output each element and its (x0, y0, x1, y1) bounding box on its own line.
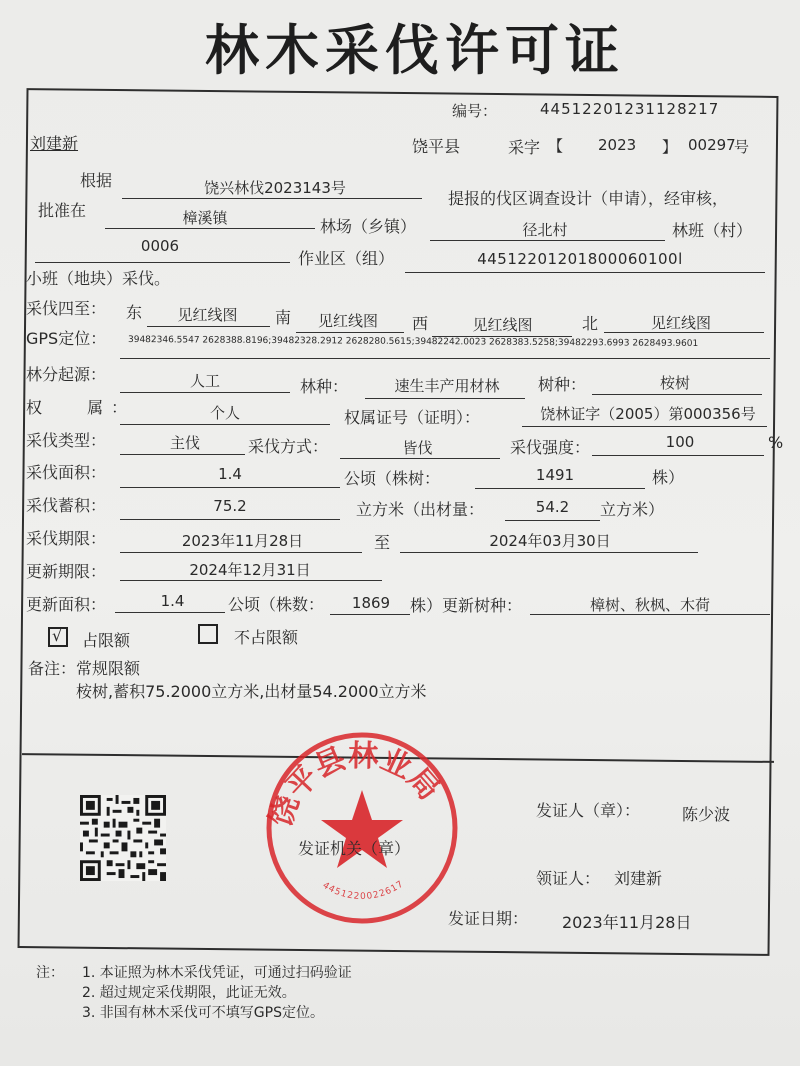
approve-township: 樟溪镇 (182, 209, 228, 227)
cai-zi-suffix: 号 (734, 138, 750, 156)
remarks-label: 备注： (28, 659, 77, 678)
zone-underline (35, 262, 290, 263)
ownership-value: 个人 (209, 404, 240, 422)
receiver-name: 刘建新 (614, 869, 663, 888)
seal-code: 4451220022617 (320, 879, 407, 903)
volume-output-unit: 立方米） (600, 500, 665, 519)
approve-label: 批准在 (38, 201, 87, 220)
cai-zi-year: 2023 (598, 136, 637, 154)
basis-doc-number: 饶兴林伐2023143号 (204, 179, 346, 197)
period-to-label: 至 (374, 533, 391, 552)
receiver-label: 领证人： (536, 869, 601, 888)
issue-date-label: 发证日期： (448, 909, 529, 928)
boundary-south: 见红线图 (317, 312, 378, 330)
issuer-label: 发证人（章）： (536, 801, 641, 820)
check-mark-icon: √ (52, 626, 63, 645)
period-from: 2023年11月28日 (181, 532, 304, 550)
species-value: 桉树 (659, 374, 690, 392)
ownership-label: 权 属： (26, 398, 136, 417)
township-underline (105, 228, 315, 229)
type-label: 采伐类型： (26, 431, 107, 450)
note-item-3: 3. 非国有林木采伐可不填写GPS定位。 (82, 1005, 324, 1021)
official-seal-icon (262, 728, 462, 928)
area-label: 采伐面积： (26, 463, 107, 482)
remarks-line1: 常规限额 (76, 659, 141, 678)
forest-type-label: 林种： (300, 377, 349, 396)
type-underline (120, 454, 245, 455)
cai-zi-label: 采字 (508, 138, 541, 157)
boundary-east: 见红线图 (177, 306, 238, 324)
document-title: 林木采伐许可证 (205, 18, 625, 82)
work-plot-suffix: 小班（地块）采伐。 (26, 269, 171, 288)
issuing-authority-label: 发证机关（章） (298, 839, 411, 858)
intensity-unit: % (768, 433, 784, 452)
renew-period-underline (120, 580, 382, 581)
species-underline (592, 394, 762, 395)
occupy-quota-label: 占限额 (82, 631, 131, 650)
volume-unit: 立方米（出材量： (356, 500, 485, 519)
intensity-label: 采伐强度： (510, 438, 591, 457)
method-underline (340, 458, 500, 459)
work-plot-code: 44512201201800060100l (477, 250, 683, 268)
intensity-value: 100 (665, 433, 695, 451)
species-label: 树种： (538, 375, 587, 394)
renew-area-unit: 公顷（株数： (228, 595, 325, 614)
renew-area-underline (115, 612, 225, 613)
method-label: 采伐方式： (248, 437, 329, 456)
ownership-cert: 饶林证字（2005）第000356号 (540, 405, 756, 423)
boundary-south-label: 南 (275, 308, 292, 327)
renew-count-unit: 株）更新树种： (410, 596, 523, 615)
basis-tail: 提报的伐区调查设计（申请），经审核， (448, 189, 729, 208)
gps-coordinates: 39482346.5547 2628388.8196;39482328.2912 2628280.5615;39482242.0023 2628383.5258;39482293.6993 2628493.9601 (127, 335, 699, 349)
seal-text: 饶平县林业局 (263, 738, 447, 832)
origin-label: 林分起源： (26, 365, 107, 384)
boundary-west: 见红线图 (472, 316, 533, 334)
note-item-1: 1. 本证照为林木采伐凭证，可通过扫码验证 (82, 965, 352, 981)
holder-name: 刘建新 (30, 134, 79, 153)
renew-area-value: 1.4 (160, 592, 185, 610)
gps-label: GPS定位： (26, 329, 107, 348)
renew-tree-count: 1869 (351, 594, 391, 612)
area-underline (120, 487, 340, 488)
boundary-north: 见红线图 (650, 314, 711, 332)
volume-output: 54.2 (535, 498, 570, 516)
occupy-quota-checkbox[interactable] (48, 627, 68, 647)
volume-label: 采伐蓄积： (26, 496, 107, 515)
issuer-name: 陈少波 (682, 805, 731, 824)
boundary-label: 采伐四至： (26, 299, 107, 318)
county-name: 饶平县 (412, 137, 461, 156)
plot-underline (405, 272, 765, 273)
approve-village-suffix: 林班（村） (672, 221, 753, 240)
renew-period-label: 更新期限： (26, 562, 107, 581)
cai-zi-number: 00297 (688, 136, 736, 154)
north-underline (604, 332, 764, 333)
type-value: 主伐 (169, 434, 200, 452)
svg-text:4451220022617 (321, 879, 406, 902)
period-from-underline (120, 552, 362, 553)
renew-species: 樟树、秋枫、木荷 (589, 596, 710, 614)
boundary-west-label: 西 (412, 314, 429, 333)
gps-underline (120, 358, 770, 359)
volume-underline (120, 519, 340, 520)
approve-village: 径北村 (522, 221, 568, 239)
renew-area-label: 更新面积： (26, 595, 107, 614)
work-zone-suffix: 作业区（组） (298, 249, 395, 268)
cert-underline (522, 426, 767, 427)
note-item-2: 2. 超过规定采伐期限，此证无效。 (82, 985, 296, 1001)
ownership-underline (120, 424, 330, 425)
cai-zi-bracket-open: 【 (548, 137, 564, 155)
output-underline (505, 520, 600, 521)
origin-underline (120, 392, 290, 393)
period-to: 2024年03月30日 (489, 532, 611, 550)
east-underline (147, 326, 270, 327)
boundary-north-label: 北 (582, 314, 599, 333)
approve-township-suffix: 林场（乡镇） (320, 217, 417, 236)
intensity-underline (592, 455, 764, 456)
period-label: 采伐期限： (26, 529, 107, 548)
not-occupy-quota-label: 不占限额 (234, 628, 299, 647)
serial-label: 编号： (452, 102, 498, 120)
remarks-line2: 桉树,蓄积75.2000立方米,出材量54.2000立方米 (76, 682, 427, 701)
village-underline (430, 240, 665, 241)
renew-count-underline (330, 614, 410, 615)
south-underline (296, 332, 404, 333)
ownership-cert-label: 权属证号（证明）： (344, 408, 481, 427)
renew-period-value: 2024年12月31日 (189, 561, 311, 579)
work-zone: 0006 (140, 237, 180, 255)
period-to-underline (400, 552, 698, 553)
method-value: 皆伐 (402, 439, 433, 457)
issue-date: 2023年11月28日 (562, 913, 692, 932)
trees-underline (475, 488, 645, 489)
renew-species-underline (530, 614, 770, 615)
volume-value: 75.2 (213, 497, 247, 515)
basis-label: 根据 (80, 171, 113, 190)
not-occupy-quota-checkbox[interactable] (198, 624, 218, 644)
boundary-east-label: 东 (126, 303, 143, 322)
area-tree-count: 1491 (535, 466, 575, 484)
forest-type-underline (365, 398, 525, 399)
qr-code-icon[interactable] (80, 795, 166, 881)
area-value: 1.4 (218, 465, 242, 483)
forest-type-value: 速生丰产用材林 (394, 377, 500, 395)
notes-label: 注： (36, 965, 64, 981)
area-tree-unit: 株） (652, 468, 685, 487)
cai-zi-bracket-close: 】 (662, 138, 678, 156)
origin-value: 人工 (189, 372, 220, 390)
area-unit: 公顷（株树： (344, 469, 441, 488)
basis-underline (122, 198, 422, 199)
serial-number: 44512201231128217 (540, 100, 720, 118)
